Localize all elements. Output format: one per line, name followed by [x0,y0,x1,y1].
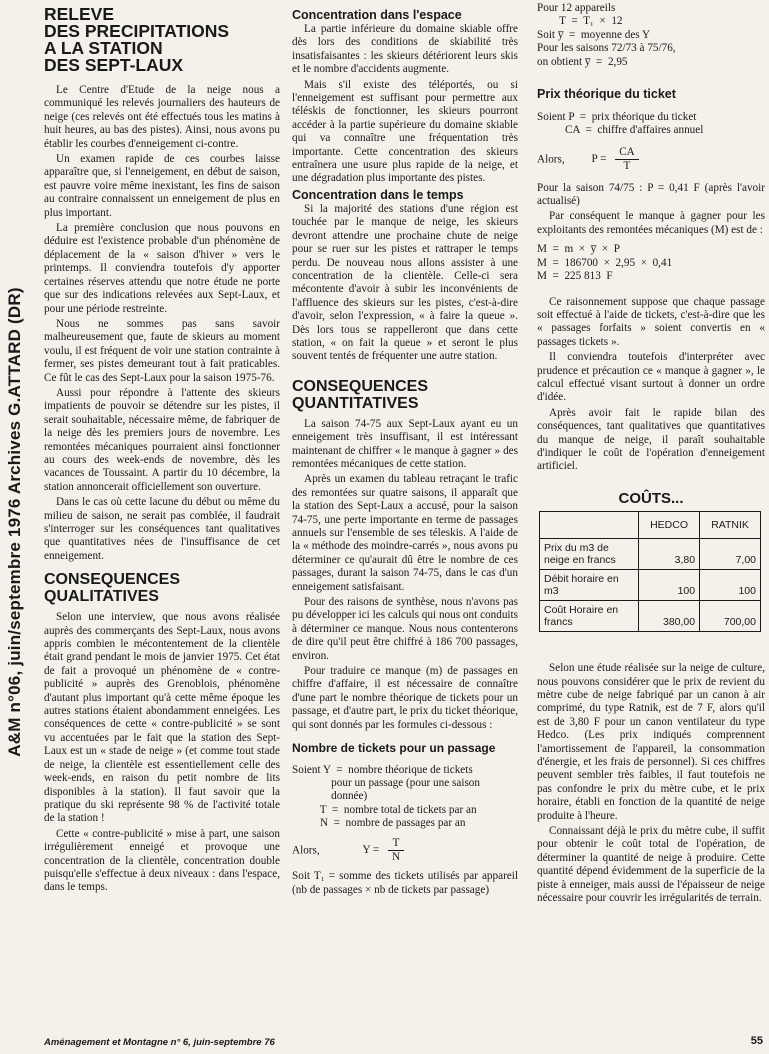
paragraph: Si la majorité des stations d'une région est touchée par le manque de neige, les skieurs devront attendre une prochaine chute de neige pour se ruer sur les pistes et rattraper le temps perdu. De nouveau nous allons assister à une concentration de la clientèle. Celle-ci sera mécontente d'avoir à subir les inconvénients de l'affluence des skieurs sur les pistes, c'est-à-dire d'avoir, selon l'expression, « à faire la queue ». Dès lors tous se rappelleront que dans cette station, « on fait la queue » et seront le plus souvent tentés de fréquenter une autre station. [292,202,518,363]
paragraph: Par conséquent le manque à gagner pour les exploitants des remontées mécaniques (M) est de : [537,210,765,236]
paragraph: La partie inférieure du domaine skiable offre dès lors des conditions de skiabilité très insatisfaisantes : les skieurs détériorent leurs skis et le nombre d'accidents augmente. [292,23,518,76]
formula-y: Alors, Y = $\frac{T}{N}$ [292,837,518,865]
table-row [540,570,761,601]
archive-credit: A&M n°06, juin/septembre 1976 Archives G.ATTARD (DR) [5,287,24,757]
fraction-t-over-n: $\frac{T}{N}$ [388,837,404,865]
table-row [540,601,761,632]
table-cell: 700,00 [700,601,761,632]
subheading-price: Prix théorique du ticket [537,87,676,102]
paragraph: Cette « contre-publicité » mise à part, une saison irrégulièrement enneigé et provoque une concentration de la clientèle, concentration double puisqu'elle s'effectue à deux niveaux : dans l'espace, dans le temps. [44,827,280,894]
table-cell: Coût Horaire en francs [540,601,639,632]
paragraph: Mais s'il existe des téléportés, ou si l'enneigement est suffisant pour permettre aux téléskis de fonctionner, les skieurs pourront accéder à la partie supérieure du domaine skiable qui va connaître une fréquentation très importante. Cette concentration des skieurs entraînera une usure plus rapide de la neige, et une dégradation plus importante des pistes. [292,78,518,185]
paragraph: Dans le cas où cette lacune du début ou même du milieu de saison, ne serait pas comblée, il faudrait s'interroger sur les conséquences tant qualitatives que quantitatives nées de l'insuffisance de cet enneigement. [44,496,280,562]
paragraph: Nous ne sommes pas sans savoir malheureusement que, faute de skieurs au moment voulu, il est fréquent de voir une station contrainte à fermer, ses pistes demeurant tout à fait praticables. Ce fût le cas des Sept-Laux pour la saison 1975-76. [44,317,280,384]
paragraph: La saison 74-75 aux Sept-Laux ayant eu un enneigement très insuffisant, il est intéressant maintenant de chiffrer « le manque à gagner » des remontées mécaniques de cette station. [292,417,518,470]
subheading-space: Concentration dans l'espace [292,8,462,22]
paragraph: Ce raisonnement suppose que chaque passage soit effectué à l'aide de tickets, c'est-à-dire que les « passages forfaits » soient convertis en « passages tickets ». [537,295,765,348]
table-cell: 100 [639,570,700,601]
costs-title: COÛTS... [618,489,684,507]
table-header-row [540,512,761,539]
paragraph: Pour traduire ce manque (m) de passages en chiffre d'affaire, il est nécessaire de connaître d'une part le nombre théorique de tickets pour un passage, et d'autre part, le prix du ticket théorique, qui sont donnés par les formules ci-dessous : [292,665,518,731]
column-3 [537,2,765,908]
table-cell: 3,80 [639,539,700,570]
table-header-cell: HEDCO [639,512,700,539]
column-1 [44,6,280,897]
section-heading-quantitatives: CONSEQUENCES QUANTITATIVES [292,377,429,412]
paragraph: Selon une interview, que nous avons réalisée auprès des commerçants des Sept-Laux, nous avons appris combien le mécontentement de la clientèle était grand pendant le mois de janvier 1975. Cet état de fait a provoqué un phénomène de « contre-publicité » auprès des Grenoblois, phénomène d'autant plus important qu'à cette même époque les autres stations étaient abondamment enneigées. Les conséquences de cette « contre-publicité » se sont vu accentuées par le fait que la station des Sept-Laux est un « stade de neige » (et comme tout stade de neige, la clientèle est essentiellement celle des week-ends, en raison du petit nombre de lits disponibles à la station). Il faut savoir que la pratique du ski représente 98 % de l'activité totale de la station ! [44,611,280,825]
paragraph: Un examen rapide de ces courbes laisse apparaître que, si l'enneigement, en début de saison, est pauvre voire même inexistant, les fins de saison au contraire connaissent un enneigement de plus en plus important. [44,153,280,219]
formula-block-top: Pour 12 appareils T = T₁ × 12 Soit y̅ = moyenne des Y Pour les saisons 72/73 à 75/76, on obtient y̅ = 2,95 [537,2,676,68]
subheading-tickets: Nombre de tickets pour un passage [292,741,496,756]
table-cell: 380,00 [639,601,700,632]
fraction-ca-over-t: $\frac{CA}{T}$ [615,146,639,174]
column-2 [292,6,518,899]
paragraph: Le Centre d'Etude de la neige nous a communiqué les relevés journaliers des hauteurs de neige (ces relevés ont été effectués tous les matins à huit heures, au bas des pistes). Ainsi, nous avons pu établir les courbes d'enneigement ci-contre. [44,84,280,150]
table-cell: Prix du m3 de neige en francs [540,539,639,570]
section-heading-qualitatives: CONSEQUENCES QUALITATIVES [44,571,181,606]
formula-p: Alors, P = $\frac{CA}{T}$ [537,146,765,174]
page-footer: Aménagement et Montagne n° 6, juin-septembre 76 [44,1037,275,1048]
table-row [540,539,761,570]
calculation-m: M = m × y̅ × P M = 186700 × 2,95 × 0,41 M = 225 813 F [537,243,673,283]
definitions-y: Soient Y = nombre théorique de tickets pour un passage (pour une saison donnée) T = nombre total de tickets par an N = nombre de passages par an [292,763,480,830]
paragraph: Selon une étude réalisée sur la neige de culture, nous pouvons considérer que le prix de revient du mètre cube de neige fabriqué par un canon à air comprimé, du type Ratnik, est de 7 F, alors qu'il est de 3,80 F pour un canon ventilateur du type Hedco. (Les prix indiqués comprennent l'amortissement de l'appareil, la consommation d'énergie, et les frais de personnel). Si ces chiffres peuvent sembler très faibles, il faut toutefois ne pas confondre le prix du mètre cube, et le prix horaire, établi en fonction de la quantité de neige produite à l'heure. [537,662,765,822]
table-cell: 7,00 [700,539,761,570]
paragraph: Après un examen du tableau retraçant le trafic des remontées sur quatre saisons, il apparaît que la station des Sept-Laux a accusé, pour la saison 74-75, une perte importante en terme de passages annuels sur l'ensemble de ses téleskis. A l'aide de la « méthode des moindre-carrés », nous avons pu déterminer ce qu'aurait dû être le nombre de ces passages, durant la saison 74-75, dans le cas d'un enneigement satisfaisant. [292,473,518,593]
paragraph: Après avoir fait le rapide bilan des conséquences, tant qualitatives que quantitatives du manque de neige, il paraît souhaitable d'indiquer le coût de l'opération d'enneigement artificiel. [537,406,765,473]
paragraph: Il conviendra toutefois d'interpréter avec prudence et précaution ce « manque à gagner », le calcul effectué visant surtout à donner un ordre d'idée. [537,351,765,404]
paragraph: Connaissant déjà le prix du mètre cube, il suffit pour obtenir le coût total de l'opération, de déterminer la quantité de neige à produire. Cette quantité dépend évidemment de la superficie de la piste à enneiger, mais aussi de l'épaisseur de neige nécessaire pour couvrir les irrégularités de terrain. [537,825,765,905]
archive-sidebar [0,0,30,1054]
page-number: 55 [750,1035,763,1047]
paragraph: Pour des raisons de synthèse, nous n'avons pas pu développer ici les calculs qui nous ont conduits à déterminer ce manque. Nous nous contenterons de dire qu'il peut être chiffré à 186 700 passages, environ. [292,596,518,662]
costs-table [539,511,761,632]
paragraph: Pour la saison 74/75 : P = 0,41 F (après l'avoir actualisé) [537,181,765,208]
table-header-cell [540,512,639,539]
subheading-time: Concentration dans le temps [292,187,464,202]
paragraph: Aussi pour répondre à l'attente des skieurs impatients de pouvoir se détendre sur les pistes, il serait souhaitable, nécessaire même, de fabriquer de la neige dès les premiers jours de novembre. Les remontées mécaniques pourraient ainsi fonctionner au cours des week-ends de novembre, dès les vacances de Toussaint. A partir du 10 décembre, la station annoncerait officiellement son ouverture. [44,386,280,493]
table-cell: 100 [700,570,761,601]
article-title: RELEVE DES PRECIPITATIONS A LA STATION DES SEPT-LAUX [44,4,230,75]
definition-t1: Soit T₁ = somme des tickets utilisés par appareil (nb de passages × nb de tickets par passage) [292,870,518,896]
table-cell: Débit horaire en m3 [540,570,639,601]
paragraph: La première conclusion que nous pouvons en déduire est l'existence probable d'un phénomène de déplacement de la « saison d'hiver » vers le printemps. Il conviendra toutefois d'y apporter certaines réserves attendu que notre étude ne porte que sur des indications relevées aux Sept-Laux, et pour une période restreinte. [44,222,280,315]
table-header-cell: RATNIK [700,512,761,539]
definitions-p: Soient P = prix théorique du ticket CA = chiffre d'affaires annuel [537,111,704,137]
